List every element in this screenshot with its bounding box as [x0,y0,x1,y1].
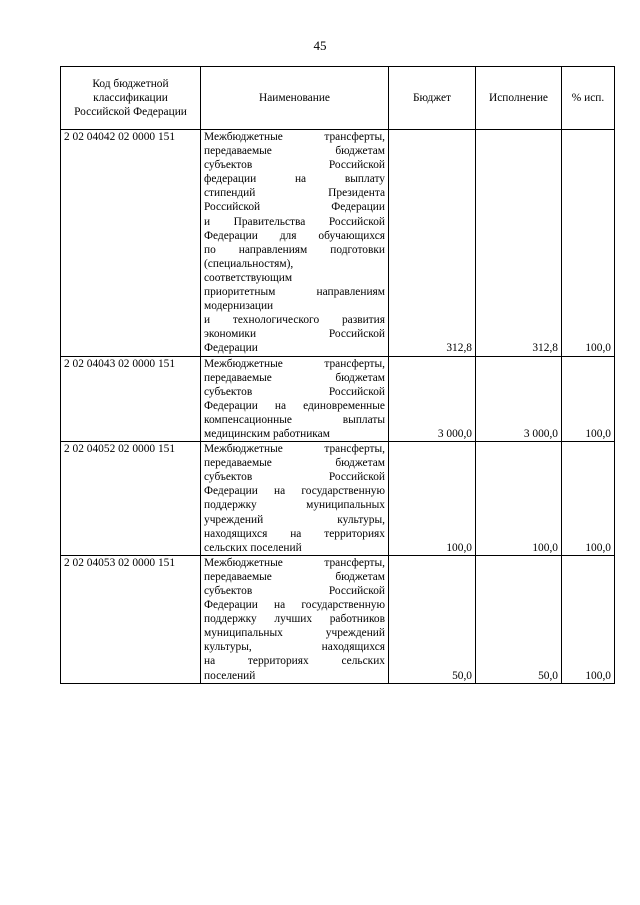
name-line: медицинским работникам [204,427,330,440]
name-line: на территориях сельских [204,655,385,668]
table-header-row [61,67,615,130]
name-line: стипендий Президента [204,187,385,200]
name-line: учреждений культуры, [204,513,385,526]
table-row [61,356,615,442]
header-percent: % исп. [562,67,615,130]
cell-execution: 3 000,0 [476,356,562,442]
name-line: поддержку муниципальных [204,499,385,512]
name-line: передаваемые бюджетам [204,570,385,583]
name-line: субъектов Российской [204,159,385,172]
cell-name [201,356,389,442]
name-line: Федерации на государственную [204,599,385,612]
cell-name [201,442,389,556]
name-line: (специальностям), [204,257,294,270]
header-name: Наименование [201,67,389,130]
name-line: культуры, находящихся [204,641,385,654]
name-line: передаваемые бюджетам [204,457,385,470]
table-row [61,442,615,556]
name-line: передаваемые бюджетам [204,371,385,384]
name-line: субъектов Российской [204,585,385,597]
name-line: Межбюджетные трансферты, [204,443,385,456]
name-line: поддержку лучших работников [204,613,385,626]
name-line: и Правительства Российской [204,215,385,228]
table-row [61,130,615,357]
name-line: приоритетным направлениям [204,286,385,299]
name-line: Межбюджетные трансферты, [204,357,385,370]
cell-code: 2 02 04052 02 0000 151 [61,442,201,556]
name-line: Межбюджетные трансферты, [204,556,385,569]
name-line: соответствующим [204,271,293,284]
name-line: и технологического развития [204,314,385,327]
table-body [61,130,615,684]
cell-budget: 312,8 [389,130,476,357]
name-line: компенсационные выплаты [204,413,385,426]
name-line: модернизации [204,300,274,313]
name-line: поселений [204,669,256,682]
name-line: Федерации на единовременные [204,399,385,412]
name-line: муниципальных учреждений [204,627,385,640]
cell-code: 2 02 04053 02 0000 151 [61,555,201,683]
name-line: Межбюджетные трансферты, [204,131,385,143]
name-line: по направлениям подготовки [204,243,385,256]
cell-percent: 100,0 [562,130,615,357]
header-budget: Бюджет [389,67,476,130]
cell-execution: 50,0 [476,555,562,683]
name-line: Федерации [204,342,258,355]
page-number: 45 [313,38,327,53]
header-execution: Исполнение [476,67,562,130]
name-line: передаваемые бюджетам [204,145,385,158]
cell-budget: 3 000,0 [389,356,476,442]
cell-code: 2 02 04042 02 0000 151 [61,130,201,357]
cell-execution: 312,8 [476,130,562,357]
name-line: Федерации для обучающихся [204,229,385,242]
table-row [61,555,615,683]
name-line: сельских поселений [204,541,302,554]
cell-name [201,555,389,683]
name-line: находящихся на территориях [204,527,385,540]
name-line: Российской Федерации [204,201,385,214]
cell-percent: 100,0 [562,555,615,683]
cell-code: 2 02 04043 02 0000 151 [61,356,201,442]
cell-name [201,130,389,357]
cell-execution: 100,0 [476,442,562,556]
name-line: субъектов Российской [204,385,385,398]
name-line: субъектов Российской [204,471,385,484]
cell-budget: 100,0 [389,442,476,556]
header-code: Код бюджетной классификации Российской Федерации [61,67,201,130]
cell-budget: 50,0 [389,555,476,683]
name-line: экономики Российской [204,328,385,341]
cell-percent: 100,0 [562,442,615,556]
name-line: федерации на выплату [204,173,385,186]
cell-percent: 100,0 [562,356,615,442]
name-line: Федерации на государственную [204,485,385,498]
budget-execution-table [60,66,615,684]
